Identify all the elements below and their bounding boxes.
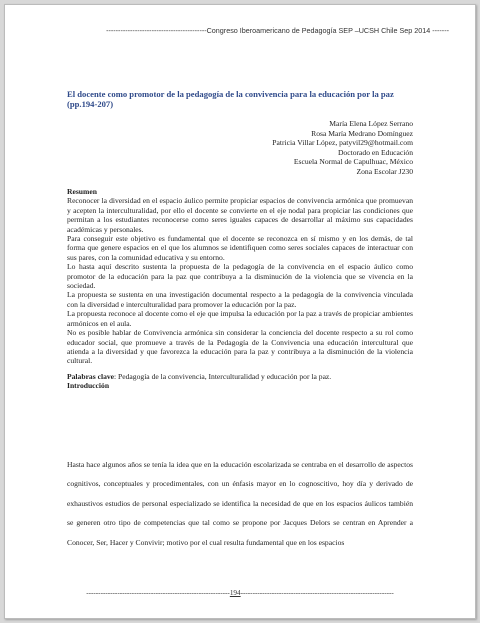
abstract-paragraph: Reconocer la diversidad en el espacio áulico permite propiciar espacios de convivencia armónica que promuevan y acepten la interculturalidad, por ello el docente se convierte en el eje nodal para propiciar las condiciones que permitan a los estudiantes reconocerse como seres iguales capaces de desarrollar al máximo sus capacidades académicas y personales. <box>67 196 413 234</box>
page-footer <box>67 589 413 597</box>
footer-rule-right: ---------------------------------------------------------------- <box>240 589 394 597</box>
author-line: Patricia Villar López, patyvil29@hotmail.com <box>272 138 413 148</box>
running-header: ------------------------------------------Congreso Iberoamericano de Pedagogía SEP –UCSH Chile Sep 2014 ------- <box>106 26 449 35</box>
affiliation-line: Zona Escolar J230 <box>356 166 413 176</box>
page-number: 194 <box>229 589 241 597</box>
abstract-heading: Resumen <box>67 187 97 196</box>
author-line: María Elena López Serrano <box>329 119 413 128</box>
author-line: Rosa María Medrano Domínguez <box>311 128 413 138</box>
document-page <box>4 4 476 619</box>
keywords-label: Palabras clave <box>67 371 115 381</box>
abstract-paragraph: La propuesta se sustenta en una investigación documental respecto a la pedagogía de la convivencia vinculada con la diversidad e interculturalidad para promover la educación por la paz. <box>67 290 413 309</box>
keywords-text: : Pedagogía de la convivencia, Interculturalidad y educación por la paz. <box>114 371 332 381</box>
intro-heading: Introducción <box>67 381 110 391</box>
abstract-paragraph: Para conseguir este objetivo es fundamental que el docente se reconozca en sí mismo y en los demás, de tal forma que genere espacios en el que los alumnos se identifiquen como seres sociales capaces de interactuar con sus pares, con la comunidad educativa y su entorno. <box>67 234 413 262</box>
keywords <box>67 372 413 381</box>
affiliation-line: Doctorado en Educación <box>337 147 413 157</box>
introduction-section <box>67 455 413 552</box>
footer-rule-left: ------------------------------------------------------------ <box>86 589 230 597</box>
author-block <box>272 119 413 177</box>
abstract-section <box>67 187 413 391</box>
affiliation-line: Escuela Normal de Capulhuac, México <box>293 157 413 167</box>
paper-title: El docente como promotor de la pedagogía de la convivencia para la educación por la paz (pp.194-207) <box>67 89 394 109</box>
abstract-paragraph: Lo hasta aquí descrito sustenta la propuesta de la pedagogía de la convivencia en el espacio áulico como promotor de la educación para la paz que contribuya a la disminución de la violencia que se vivencia en la sociedad. <box>67 262 413 291</box>
intro-paragraph: Hasta hace algunos años se tenía la idea que en la educación escolarizada se centraba en el desarrollo de aspectos cognitivos, conceptuales y procedimentales, con un énfasis mayor en lo cognoscitivo, hoy día y derivado de exhaustivos estudios de personal especializado se identifica la necesidad de que en los espacios áulicos también se generen otro tipo de competencias que tal como se propone por Jacques Delors se centran en Aprender a Conocer, Ser, Hacer y Convivir; motivo por el cual resulta fundamental que en los espacios <box>67 460 413 547</box>
abstract-paragraph: La propuesta reconoce al docente como el eje que impulsa la educación por la paz a través de propiciar ambientes armónicos en el aula. <box>67 309 413 328</box>
abstract-paragraph: No es posible hablar de Convivencia armónica sin considerar la conciencia del docente respecto a su rol como educador social, que promueve a través de la Pedagogía de la Convivencia una educación intercultural que atienda a la diversidad y que favorezca la educación para la paz y contribuya a la disminución de la violencia cultural. <box>67 328 413 366</box>
